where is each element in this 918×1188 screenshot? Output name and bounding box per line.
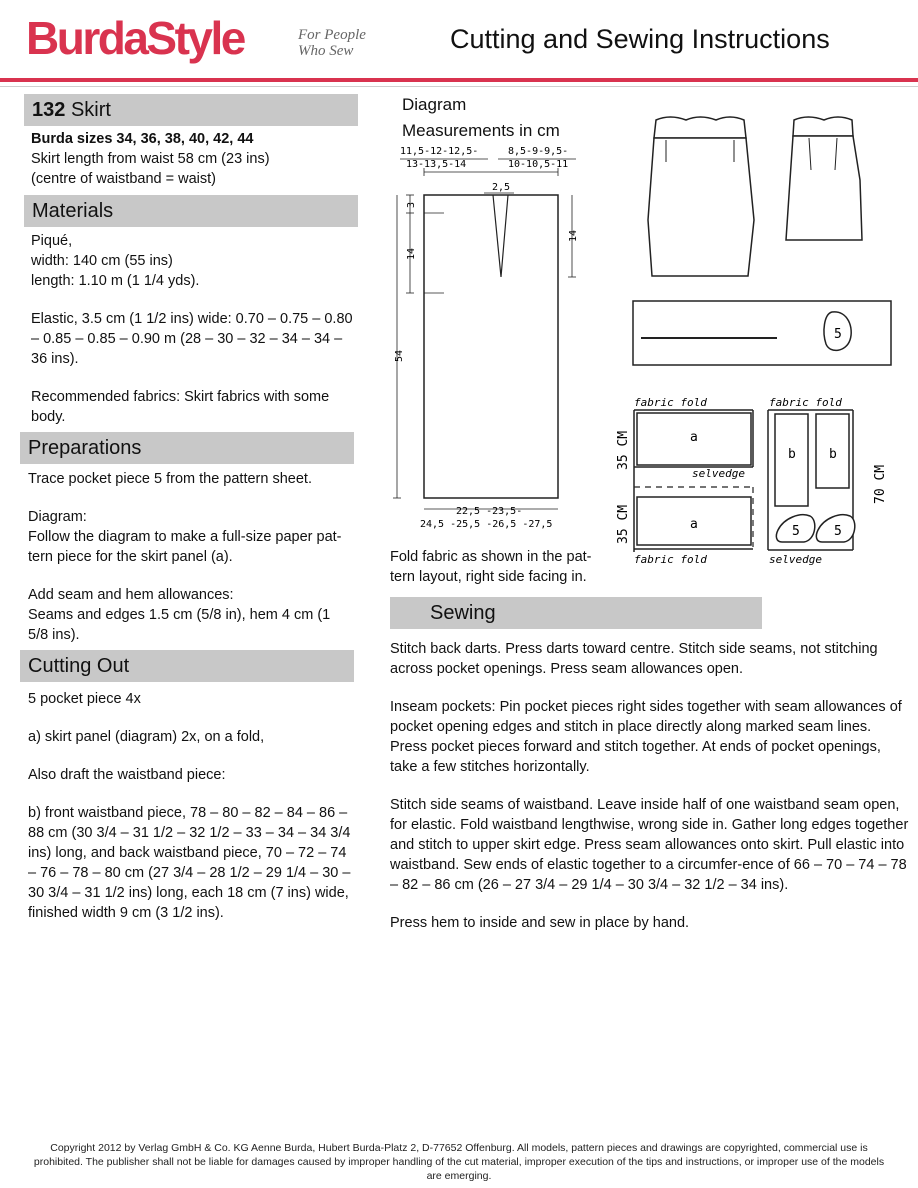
diagram-subheading: Measurements in cm xyxy=(402,121,560,140)
elastic-spec: Elastic, 3.5 cm (1 1/2 ins) wide: 0.70 – 0.75 – 0.80 – 0.85 – 0.85 – 0.90 m (28 – 30 – 32 – 34 – 34 – 36 ins). xyxy=(31,311,353,367)
header-divider xyxy=(0,78,918,82)
pocket-number: 5 xyxy=(834,327,842,342)
dim-14-left-label: 14 xyxy=(406,247,417,260)
dart-width-label: 2,5 xyxy=(492,182,511,193)
fabric-width: width: 140 cm (55 ins) xyxy=(31,253,173,269)
width-70-label: 70 CM xyxy=(873,464,888,504)
prep-trace: Trace pocket piece 5 from the pattern sheet. xyxy=(28,471,312,487)
tagline-line-2: Who Sew xyxy=(298,43,354,59)
materials-heading: Materials xyxy=(24,195,358,227)
sew-pockets: Inseam pockets: Pin pocket pieces right sides together with seam allowances of pocket opening edges and stitch in place directly along marked seam lines. Press pocket pieces forward and stitch together. At ends of pocket openings, take a few stitches horizontally. xyxy=(390,699,902,775)
dim-54-label: 54 xyxy=(394,349,405,362)
top-left-dim-2: 13-13,5-14 xyxy=(406,159,467,170)
pattern-diagram xyxy=(380,140,590,535)
cut-waistband: b) front waistband piece, 78 – 80 – 82 – 84 – 86 – 88 cm (30 3/4 – 31 1/2 – 32 1/2 – 33 – 34 – 34 3/4 ins) long, and back waistband piece, 70 – 72 – 74 – 76 – 78 – 80 cm (27 3/4 – 28 1/2 – 29 1/4 – 30 – 30 3/4 – 31 1/2 ins) long, each 18 cm (7 ins) wide, finished width 9 cm (3 1/2 ins). xyxy=(28,805,351,921)
brand-logo: BurdaStyle xyxy=(26,12,244,64)
model-number: 132 xyxy=(32,99,66,121)
diagram-title xyxy=(402,92,560,144)
bottom-dim-1: 22,5 -23,5- xyxy=(456,506,523,517)
skirt-sketches xyxy=(620,100,900,380)
cut-pocket: 5 pocket piece 4x xyxy=(28,691,141,707)
fabric-fold-label-3: fabric fold xyxy=(769,396,842,409)
dart-outline xyxy=(493,195,508,277)
preparations-text xyxy=(28,469,353,645)
sew-waistband: Stitch side seams of waistband. Leave inside half of one waistband seam open, for elastic. Fold waistband lengthwise, wrong side in. Gather long edges together and stitch to upper skirt edge. Press seam allowances onto skirt. Pull elastic into waistband. Sew ends of elastic together to a circumfer-ence of 66 – 70 – 74 – 78 – 82 – 86 cm (26 – 27 3/4 – 29 1/4 – 30 3/4 – 32 1/2 – 34 ins). xyxy=(390,797,909,893)
skirt-panel-outline xyxy=(424,195,558,498)
piece-5-label-2: 5 xyxy=(834,524,842,539)
piece-a-label-top: a xyxy=(690,430,698,445)
selvedge-label-1: selvedge xyxy=(692,467,745,480)
sew-darts: Stitch back darts. Press darts toward centre. Stitch side seams, not stitching across pocket openings. Press seam allowances open. xyxy=(390,641,878,677)
fold-caption: Fold fabric as shown in the pat-tern layout, right side facing in. xyxy=(390,549,592,585)
sewing-heading: Sewing xyxy=(390,597,762,629)
diagram-heading: Diagram xyxy=(402,95,467,114)
brand-tagline xyxy=(298,27,366,59)
bottom-dim-2: 24,5 -25,5 -26,5 -27,5 xyxy=(420,519,553,530)
front-skirt-sketch xyxy=(648,117,754,276)
cut-waistband-intro: Also draft the waistband piece: xyxy=(28,767,226,783)
top-left-dim-1: 11,5-12-12,5- xyxy=(400,146,479,157)
dim-3-label: 3 xyxy=(406,201,417,208)
sew-hem: Press hem to inside and sew in place by hand. xyxy=(390,915,690,931)
sewing-text xyxy=(390,639,912,933)
width-35-bottom-label: 35 CM xyxy=(616,504,631,544)
preparations-heading: Preparations xyxy=(20,432,354,464)
cutting-layout xyxy=(606,392,906,572)
fabric-name: Piqué, xyxy=(31,233,73,249)
pocket-piece-frame xyxy=(633,301,891,365)
copyright-footer: Copyright 2012 by Verlag GmbH & Co. KG Aenne Burda, Hubert Burda-Platz 2, D-77652 Offenburg. All models, pattern pieces and drawings are copyrighted, commercial use is prohibited. The publisher shall not be liable for damages caused by improper handling of the cut material, improper execution of the tips and instructions, or improper use of the models are emerging. xyxy=(33,1142,885,1182)
width-35-top-label: 35 CM xyxy=(616,430,631,470)
fabric-fold-label-1: fabric fold xyxy=(634,396,707,409)
model-name: Skirt xyxy=(70,99,111,121)
tagline-line-1: For People xyxy=(298,27,366,43)
cutting-heading: Cutting Out xyxy=(20,650,354,682)
prep-diagram-label: Diagram: xyxy=(28,509,87,525)
top-right-dim-1: 8,5-9-9,5- xyxy=(508,146,569,157)
fabric-fold-label-2: fabric fold xyxy=(634,553,707,566)
piece-5-label-1: 5 xyxy=(792,524,800,539)
piece-a-label-bottom: a xyxy=(690,517,698,532)
waistband-note: (centre of waistband = waist) xyxy=(31,171,216,187)
document-title: Cutting and Sewing Instructions xyxy=(450,24,830,54)
prep-allowances-label: Add seam and hem allowances: xyxy=(28,587,234,603)
prep-allowances: Seams and edges 1.5 cm (5/8 in), hem 4 cm (1 5/8 ins). xyxy=(28,607,331,643)
prep-diagram-text: Follow the diagram to make a full-size paper pat-tern piece for the skirt panel (a). xyxy=(28,529,342,565)
materials-text xyxy=(31,231,356,427)
piece-b-label-1: b xyxy=(788,447,796,462)
fabric-length: length: 1.10 m (1 1/4 yds). xyxy=(31,273,200,289)
skirt-length: Skirt length from waist 58 cm (23 ins) xyxy=(31,151,270,167)
model-heading xyxy=(24,94,358,126)
top-right-dim-2: 10-10,5-11 xyxy=(508,159,569,170)
piece-b-label-2: b xyxy=(829,447,837,462)
back-skirt-sketch xyxy=(786,117,862,240)
recommended-fabrics: Recommended fabrics: Skirt fabrics with some body. xyxy=(31,389,330,425)
model-sizes: Burda sizes 34, 36, 38, 40, 42, 44 xyxy=(31,131,254,147)
dim-14-right-label: 14 xyxy=(568,229,579,242)
header-subdivider xyxy=(0,86,918,87)
model-info xyxy=(31,129,351,189)
cutting-text xyxy=(28,689,353,923)
selvedge-label-2: selvedge xyxy=(769,553,822,566)
cut-skirt-panel: a) skirt panel (diagram) 2x, on a fold, xyxy=(28,729,265,745)
